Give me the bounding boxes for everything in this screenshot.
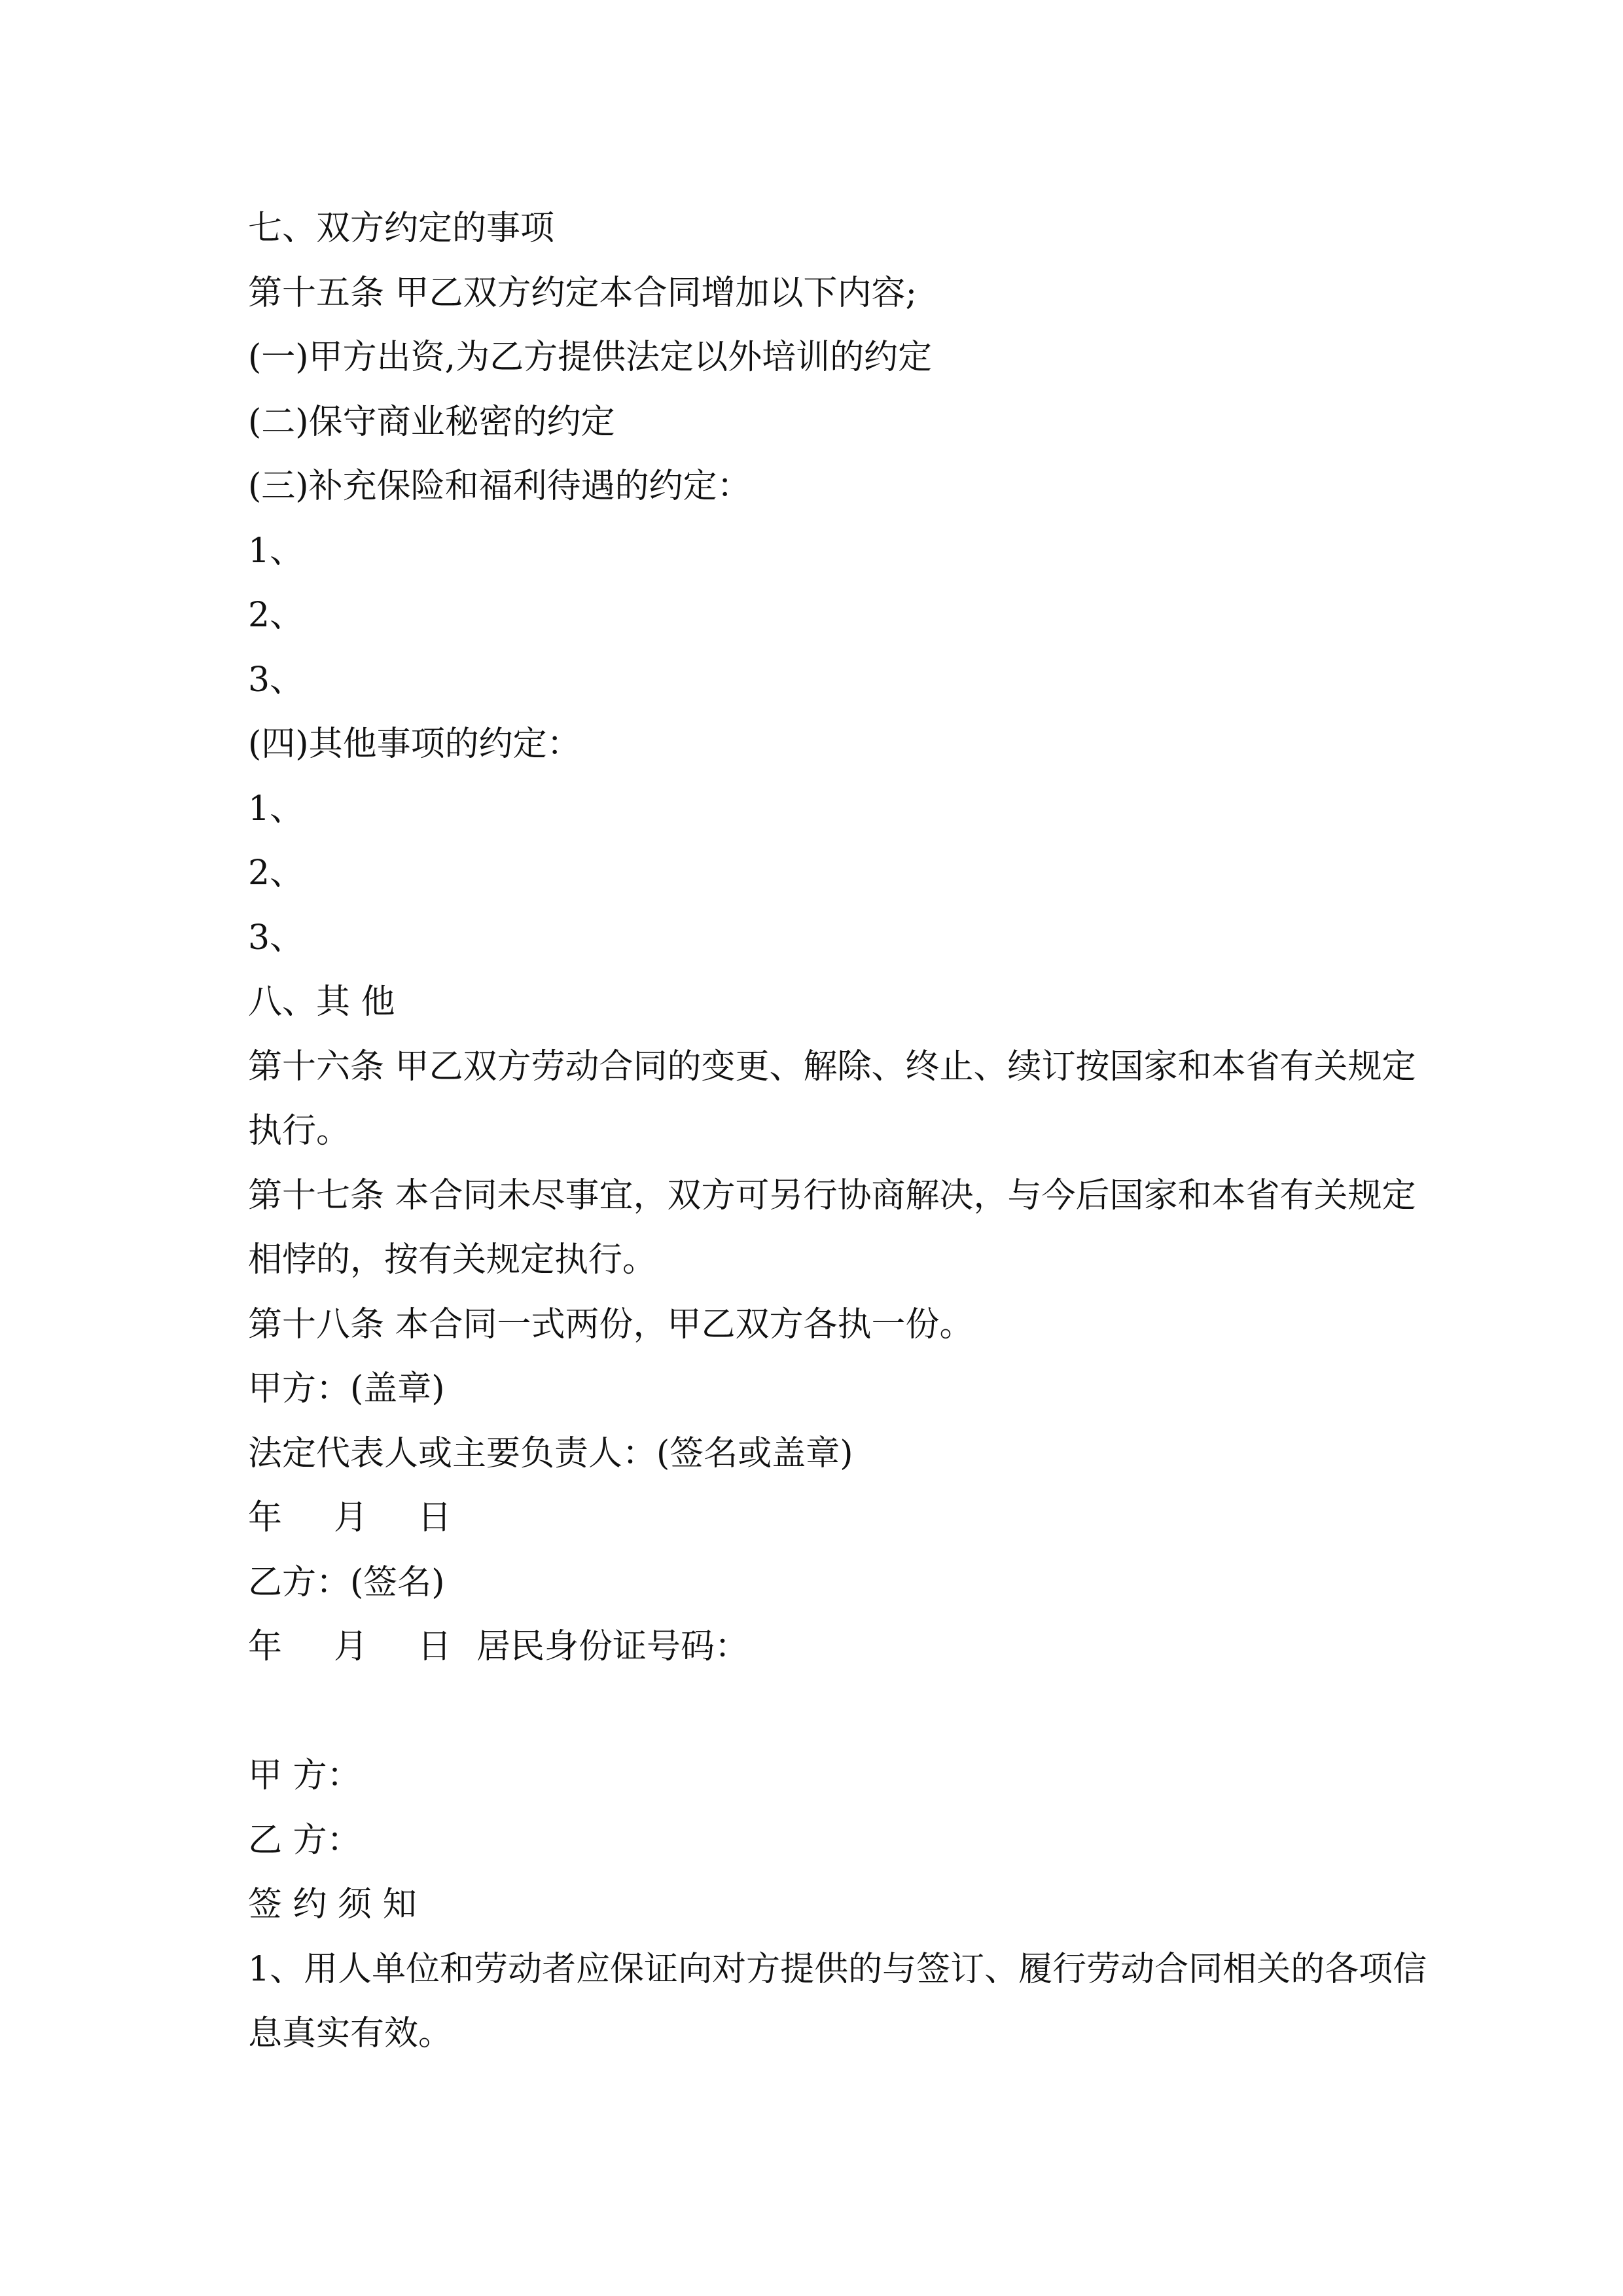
agreement-item-4-subitem: 3、 xyxy=(248,918,304,958)
article-18: 第十八条 本合同一式两份，甲乙双方各执一份。 xyxy=(248,1304,974,1344)
date-day-label: 日 xyxy=(418,1498,452,1537)
article-16-line: 执行。 xyxy=(248,1111,351,1151)
date-month-label: 月 xyxy=(334,1498,368,1537)
agreement-item-3-label: (三)补充保险和福利待遇的约定： xyxy=(248,467,751,506)
article-17-line: 第十七条 本合同未尽事宜，双方可另行协商解决，与今后国家和本省有关规定 xyxy=(248,1175,1416,1215)
agreement-item-3-subitem: 1、 xyxy=(248,531,304,571)
article-16-line: 第十六条 甲乙双方劳动合同的变更、解除、终止、续订按国家和本省有关规定 xyxy=(248,1047,1416,1086)
party-a-date xyxy=(248,1486,1413,1551)
article-15: 第十五条 甲乙双方约定本合同增加以下内容; xyxy=(248,273,918,313)
document-body xyxy=(248,196,1427,2066)
party-b-label: 乙 方： xyxy=(248,1820,361,1860)
agreement-item-2: (二)保守商业秘密的约定 xyxy=(248,402,615,442)
agreement-item-3-subitem: 2、 xyxy=(248,596,304,635)
agreement-item-1: (一)甲方出资,为乙方提供法定以外培训的约定 xyxy=(248,338,933,377)
section-7-heading: 七、双方约定的事项 xyxy=(248,209,555,248)
party-b-signature-label: 乙方：(签名) xyxy=(248,1562,445,1602)
blank-line xyxy=(248,1679,1413,1744)
signing-notice-item-1-line: 1、用人单位和劳动者应保证向对方提供的与签订、履行劳动合同相关的各项信 xyxy=(248,1949,1427,1989)
id-number-label: 居民身份证号码： xyxy=(476,1627,749,1666)
party-b-date xyxy=(248,1615,1413,1679)
signing-notice-heading: 签 约 须 知 xyxy=(248,1885,417,1924)
date-day-label: 日 xyxy=(418,1627,452,1666)
section-8-heading: 八、其 他 xyxy=(248,982,395,1022)
article-17-line: 相悖的，按有关规定执行。 xyxy=(248,1240,657,1280)
date-year-label: 年 xyxy=(248,1627,283,1666)
party-a-label: 甲 方： xyxy=(248,1756,361,1795)
date-month-label: 月 xyxy=(334,1627,368,1666)
legal-representative-label: 法定代表人或主要负责人：(签名或盖章) xyxy=(248,1433,853,1473)
agreement-item-3-subitem: 3、 xyxy=(248,660,304,700)
agreement-item-4-subitem: 1、 xyxy=(248,789,304,829)
party-a-seal-label: 甲方：(盖章) xyxy=(248,1369,445,1408)
signing-notice-item-1-line: 息真实有效。 xyxy=(248,2014,453,2053)
agreement-item-4-subitem: 2、 xyxy=(248,853,304,893)
date-year-label: 年 xyxy=(248,1498,283,1537)
agreement-item-4-label: (四)其他事项的约定： xyxy=(248,725,581,764)
